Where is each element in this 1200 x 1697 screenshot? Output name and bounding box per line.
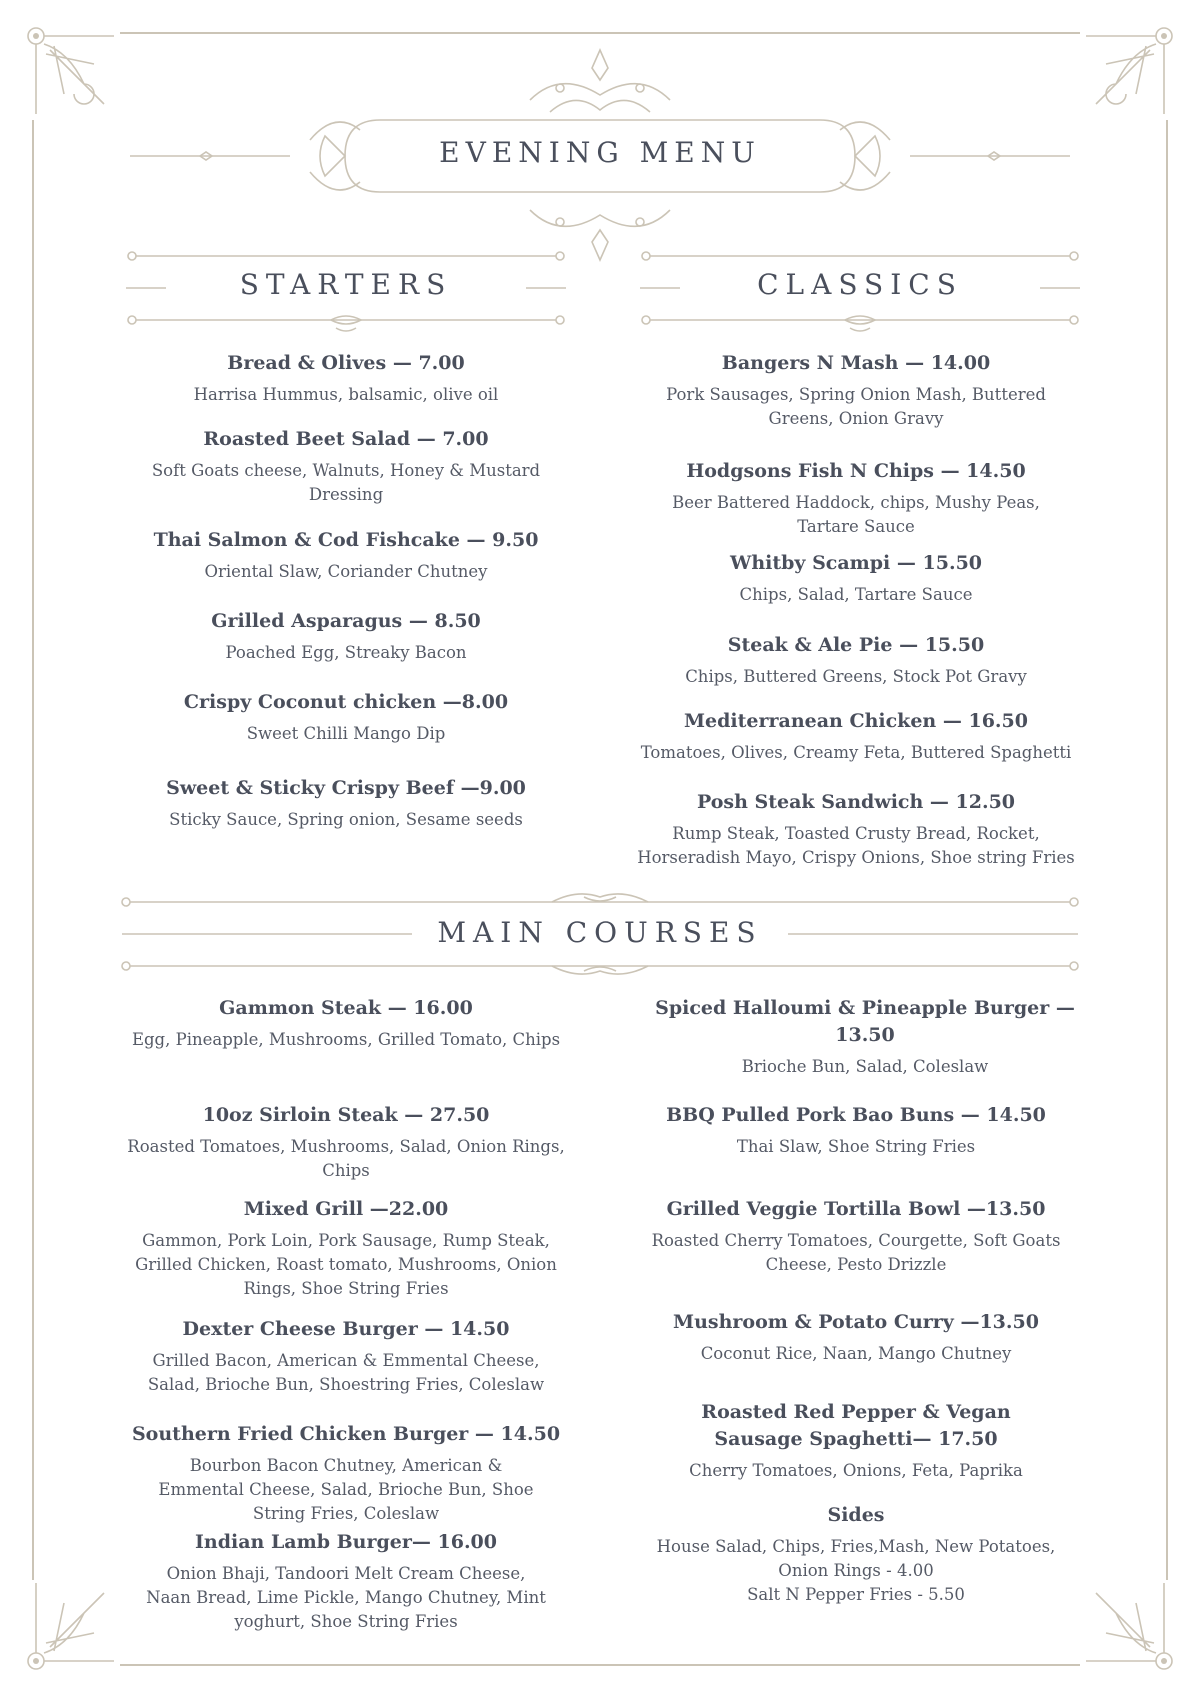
main-item xyxy=(126,995,566,1052)
sides-line: Onion Rings - 4.00 xyxy=(778,1561,934,1580)
main-item xyxy=(630,995,1100,1079)
main-item xyxy=(636,1309,1076,1366)
starter-name: Thai Salmon & Cod Fishcake — 9.50 xyxy=(153,529,539,551)
main-item xyxy=(636,1102,1076,1159)
starter-desc: Sweet Chilli Mango Dip xyxy=(246,724,446,743)
main-desc: Brioche Bun, Salad, Coleslaw xyxy=(741,1057,989,1076)
classic-name: Posh Steak Sandwich — 12.50 xyxy=(696,791,1016,813)
starter-item xyxy=(126,689,566,746)
main-name: Indian Lamb Burger— 16.00 xyxy=(195,1531,497,1553)
corner-ornament-top-left xyxy=(24,24,114,114)
main-name: 10oz Sirloin Steak — 27.50 xyxy=(202,1104,490,1126)
main-desc: Thai Slaw, Shoe String Fries xyxy=(736,1137,976,1156)
frame-top-line xyxy=(120,32,1080,34)
starter-item xyxy=(126,350,566,407)
starter-desc: Harrisa Hummus, balsamic, olive oil xyxy=(193,385,499,404)
corner-ornament-top-right xyxy=(1086,24,1176,114)
classic-item xyxy=(636,458,1076,539)
main-item xyxy=(656,1399,1056,1483)
classics-heading: CLASSICS xyxy=(757,268,963,301)
starter-name: Grilled Asparagus — 8.50 xyxy=(211,610,481,632)
main-item xyxy=(126,1196,566,1301)
classic-desc: Rump Steak, Toasted Crusty Bread, Rocket, Horseradish Mayo, Crispy Onions, Shoe string Fries xyxy=(637,824,1075,867)
starters-heading: STARTERS xyxy=(239,268,453,301)
main-item xyxy=(126,1421,566,1526)
starter-item xyxy=(126,775,566,832)
starter-desc: Poached Egg, Streaky Bacon xyxy=(225,643,467,662)
starter-name: Roasted Beet Salad — 7.00 xyxy=(203,428,489,450)
starter-desc: Oriental Slaw, Coriander Chutney xyxy=(204,562,488,581)
main-desc: Roasted Tomatoes, Mushrooms, Salad, Onion Rings, Chips xyxy=(127,1137,565,1180)
classic-desc: Pork Sausages, Spring Onion Mash, Buttered Greens, Onion Gravy xyxy=(666,385,1046,428)
classic-item xyxy=(636,632,1076,689)
main-name: Southern Fried Chicken Burger — 14.50 xyxy=(131,1423,561,1445)
classic-name: Bangers N Mash — 14.00 xyxy=(721,352,991,374)
starter-name: Bread & Olives — 7.00 xyxy=(227,352,465,374)
classic-desc: Tomatoes, Olives, Creamy Feta, Buttered Spaghetti xyxy=(640,743,1072,762)
main-name: Spiced Halloumi & Pineapple Burger — 13.50 xyxy=(655,997,1075,1046)
classic-name: Steak & Ale Pie — 15.50 xyxy=(727,634,985,656)
classic-name: Whitby Scampi — 15.50 xyxy=(729,552,983,574)
main-item xyxy=(636,1196,1076,1277)
classic-desc: Chips, Buttered Greens, Stock Pot Gravy xyxy=(685,667,1027,686)
classic-item xyxy=(636,708,1076,765)
main-desc: Bourbon Bacon Chutney, American & Emmental Cheese, Salad, Brioche Bun, Shoe String Fries, Coleslaw xyxy=(158,1456,534,1523)
main-desc: Cherry Tomatoes, Onions, Feta, Paprika xyxy=(689,1461,1023,1480)
main-name: Mushroom & Potato Curry —13.50 xyxy=(673,1311,1039,1333)
main-name: BBQ Pulled Pork Bao Buns — 14.50 xyxy=(666,1104,1046,1126)
classic-name: Mediterranean Chicken — 16.50 xyxy=(684,710,1028,732)
classic-name: Hodgsons Fish N Chips — 14.50 xyxy=(686,460,1026,482)
main-desc: Onion Bhaji, Tandoori Melt Cream Cheese, Naan Bread, Lime Pickle, Mango Chutney, Mint yoghurt, Shoe String Fries xyxy=(146,1564,546,1631)
classic-item xyxy=(636,550,1076,607)
sides-heading: Sides xyxy=(827,1504,885,1526)
main-name: Mixed Grill —22.00 xyxy=(243,1198,449,1220)
classic-desc: Chips, Salad, Tartare Sauce xyxy=(739,585,973,604)
main-name: Roasted Red Pepper & Vegan Sausage Spaghetti— 17.50 xyxy=(701,1401,1011,1450)
starter-item xyxy=(126,608,566,665)
classic-desc: Beer Battered Haddock, chips, Mushy Peas, Tartare Sauce xyxy=(672,493,1040,536)
sides-line: Salt N Pepper Fries - 5.50 xyxy=(747,1585,965,1604)
main-item xyxy=(126,1102,566,1183)
main-name: Gammon Steak — 16.00 xyxy=(219,997,473,1019)
main-name: Grilled Veggie Tortilla Bowl —13.50 xyxy=(666,1198,1046,1220)
main-desc: Roasted Cherry Tomatoes, Courgette, Soft Goats Cheese, Pesto Drizzle xyxy=(651,1231,1061,1274)
mains-heading: MAIN COURSES xyxy=(437,916,763,949)
classic-item xyxy=(636,789,1076,870)
sides-line: House Salad, Chips, Fries,Mash, New Potatoes, xyxy=(656,1537,1056,1556)
corner-ornament-bottom-left xyxy=(24,1583,114,1673)
main-desc: Gammon, Pork Loin, Pork Sausage, Rump Steak, Grilled Chicken, Roast tomato, Mushrooms, Onion Rings, Shoe String Fries xyxy=(135,1231,557,1298)
starter-name: Crispy Coconut chicken —8.00 xyxy=(183,691,509,713)
page-title: EVENING MENU xyxy=(439,136,761,169)
starter-item xyxy=(126,527,566,584)
starter-item xyxy=(126,426,566,507)
main-name: Dexter Cheese Burger — 14.50 xyxy=(182,1318,510,1340)
starter-desc: Soft Goats cheese, Walnuts, Honey & Mustard Dressing xyxy=(151,461,541,504)
main-item xyxy=(126,1529,566,1634)
frame-right-line xyxy=(1166,120,1168,1580)
starter-name: Sweet & Sticky Crispy Beef —9.00 xyxy=(166,777,526,799)
corner-ornament-bottom-right xyxy=(1086,1583,1176,1673)
starter-desc: Sticky Sauce, Spring onion, Sesame seeds xyxy=(169,810,523,829)
main-desc: Grilled Bacon, American & Emmental Cheese, Salad, Brioche Bun, Shoestring Fries, Coleslaw xyxy=(147,1351,545,1394)
sides-block xyxy=(636,1502,1076,1607)
main-desc: Egg, Pineapple, Mushrooms, Grilled Tomato, Chips xyxy=(131,1030,561,1049)
main-item xyxy=(126,1316,566,1397)
main-desc: Coconut Rice, Naan, Mango Chutney xyxy=(700,1344,1012,1363)
frame-left-line xyxy=(32,120,34,1580)
classic-item xyxy=(636,350,1076,431)
frame-bottom-line xyxy=(120,1664,1080,1666)
